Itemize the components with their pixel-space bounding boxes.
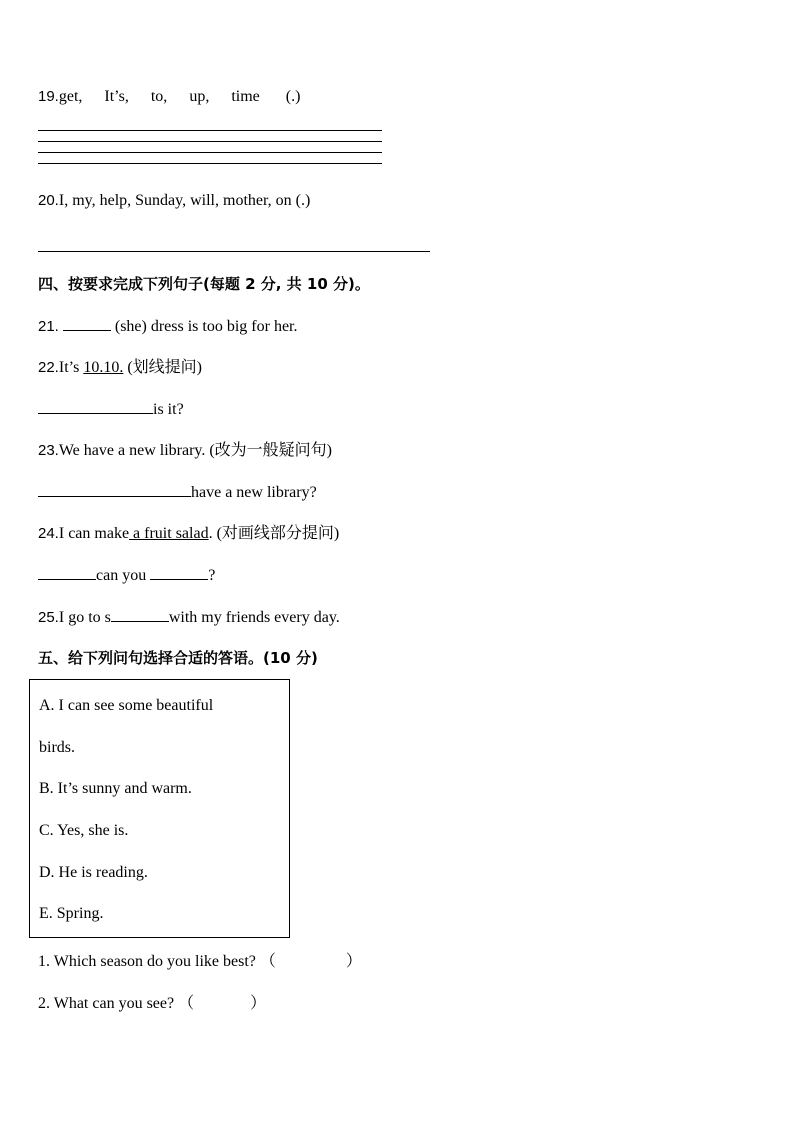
answer-24 bbox=[38, 565, 215, 586]
option-c: C. Yes, she is. bbox=[39, 822, 129, 839]
option-d: D. He is reading. bbox=[39, 864, 148, 881]
answer-text: is it? bbox=[153, 401, 184, 418]
option-e: E. Spring. bbox=[39, 905, 104, 922]
answer-paren-open[interactable]: （ bbox=[259, 953, 276, 970]
answer-text: can you bbox=[96, 567, 151, 584]
answer-paren-close: ） bbox=[345, 953, 362, 970]
answer-line[interactable] bbox=[38, 251, 430, 252]
question-number: 24. bbox=[38, 525, 59, 542]
word: It’s, bbox=[104, 88, 129, 105]
section-5-title: 五、给下列问句选择合适的答语。(10 分) bbox=[38, 649, 318, 667]
question-text: I go to s bbox=[58, 609, 111, 626]
question-number: 25. bbox=[38, 609, 59, 626]
answer-paren-close: ） bbox=[250, 995, 267, 1012]
answer-blank[interactable] bbox=[38, 482, 191, 497]
answer-text: have a new library? bbox=[191, 484, 317, 501]
underlined-text: 10.10. bbox=[83, 359, 124, 376]
question-text: 1. Which season do you like best? bbox=[38, 953, 256, 970]
question-number: 19. bbox=[38, 88, 59, 105]
underlined-text: a fruit salad bbox=[129, 525, 209, 542]
question-hint: (划线提问) bbox=[123, 359, 202, 376]
question-text: I can make bbox=[58, 525, 130, 542]
question-21 bbox=[38, 316, 298, 337]
question-text: I, my, help, Sunday, will, mother, on (.) bbox=[58, 192, 311, 209]
question-hint: . (对画线部分提问) bbox=[208, 525, 340, 542]
word: to, bbox=[150, 88, 168, 105]
question-text: 2. What can you see? bbox=[38, 995, 175, 1012]
answer-blank[interactable] bbox=[38, 565, 96, 580]
option-a: A. I can see some beautiful bbox=[39, 697, 214, 714]
answer-blank[interactable] bbox=[38, 399, 153, 414]
question-19 bbox=[38, 87, 300, 107]
answer-line[interactable] bbox=[38, 163, 382, 164]
word: up, bbox=[189, 88, 210, 105]
answer-text: ? bbox=[208, 567, 216, 584]
option-a-cont: birds. bbox=[39, 739, 75, 756]
answer-blank[interactable] bbox=[150, 565, 208, 580]
answer-line[interactable] bbox=[38, 130, 382, 131]
question-number: 20. bbox=[38, 192, 59, 209]
question-23 bbox=[38, 441, 332, 461]
question-text: with my friends every day. bbox=[168, 609, 340, 626]
question-24 bbox=[38, 524, 339, 544]
match-question-1 bbox=[38, 952, 362, 972]
punctuation-hint: (.) bbox=[285, 88, 301, 105]
answer-options-box bbox=[29, 679, 290, 938]
answer-blank[interactable] bbox=[111, 607, 169, 622]
question-number: 21. bbox=[38, 318, 59, 335]
match-question-2 bbox=[38, 994, 266, 1014]
question-25 bbox=[38, 607, 340, 628]
answer-paren-open[interactable]: （ bbox=[178, 995, 195, 1012]
question-20 bbox=[38, 191, 310, 211]
question-number: 22. bbox=[38, 359, 59, 376]
answer-line[interactable] bbox=[38, 141, 382, 142]
word: time bbox=[231, 88, 260, 105]
question-text: (she) dress is too big for her. bbox=[110, 318, 298, 335]
question-number: 23. bbox=[38, 442, 59, 459]
answer-blank[interactable] bbox=[63, 316, 111, 331]
option-b: B. It’s sunny and warm. bbox=[39, 780, 192, 797]
answer-23 bbox=[38, 482, 317, 503]
answer-22 bbox=[38, 399, 184, 420]
section-4-title: 四、按要求完成下列句子(每题 2 分, 共 10 分)。 bbox=[38, 275, 370, 293]
question-22 bbox=[38, 358, 202, 378]
question-text: It’s bbox=[58, 359, 84, 376]
answer-line[interactable] bbox=[38, 152, 382, 153]
question-text: We have a new library. (改为一般疑问句) bbox=[58, 442, 333, 459]
word: get, bbox=[58, 88, 83, 105]
